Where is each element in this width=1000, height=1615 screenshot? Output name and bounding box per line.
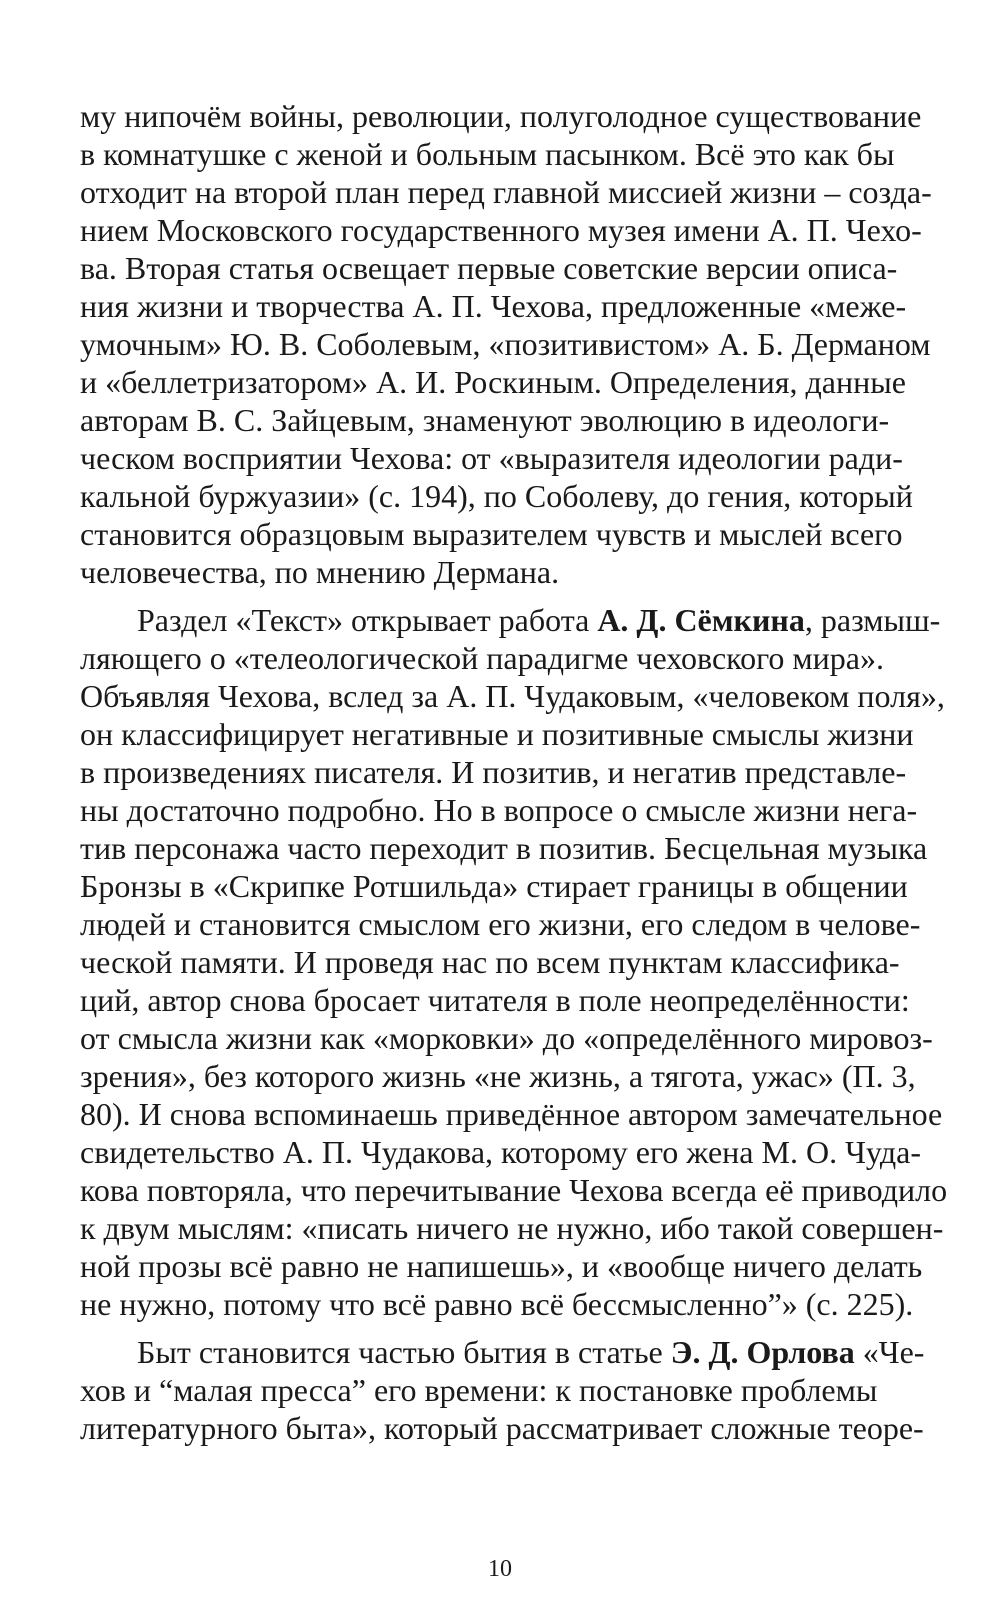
text-line: кальной буржуазии» (с. 194), по Соболеву, до гения, который [80, 478, 913, 514]
paragraph-first-line [137, 1333, 925, 1371]
text-line: ций, автор снова бросает читателя в поле неопределённости: [80, 982, 910, 1018]
text-line: людей и становится смыслом его жизни, его следом в челове- [80, 906, 921, 942]
text-line: зрения», без которого жизнь «не жизнь, а тягота, ужас» (П. 3, [80, 1058, 916, 1094]
author-name: А. Д. Сёмкина [597, 602, 805, 638]
text-line: ва. Вторая статья освещает первые советские версии описа- [80, 250, 898, 286]
text-line: свидетельство А. П. Чудакова, которому его жена М. О. Чуда- [80, 1134, 921, 1170]
text-line: к двум мыслям: «писать ничего не нужно, ибо такой совершен- [80, 1210, 944, 1246]
text-line: человечества, по мнению Дермана. [80, 554, 560, 590]
author-name: Э. Д. Орлова [670, 1334, 855, 1370]
text-line: му нипочём войны, революции, полуголодное существование [80, 98, 922, 134]
text-line: ны достаточно подробно. Но в вопросе о смысле жизни нега- [80, 792, 918, 828]
text-line: 80). И снова вспоминаешь приведённое автором замечательное [80, 1096, 943, 1132]
text-line: он классифицирует негативные и позитивные смыслы жизни [80, 716, 914, 752]
text-line: кова повторяла, что перечитывание Чехова всегда её приводило [80, 1172, 948, 1208]
text-line: отходит на второй план перед главной миссией жизни – созда- [80, 174, 932, 210]
text-line: в произведениях писателя. И позитив, и негатив представле- [80, 754, 907, 790]
text-line: Бронзы в «Скрипке Ротшильда» стирает границы в общении [80, 868, 908, 904]
text-line: ляющего о «телеологической парадигме чеховского мира». [80, 640, 884, 676]
text-line: ческом восприятии Чехова: от «выразителя идеологии ради- [80, 440, 903, 476]
text-line: от смысла жизни как «морковки» до «определённого мировоз- [80, 1020, 933, 1056]
text-line: ной прозы всё равно не напишешь», и «вообще ничего делать [80, 1248, 923, 1284]
text-line: умочным» Ю. В. Соболевым, «позитивистом» А. Б. Дерманом [80, 326, 931, 362]
text-run: Быт становится частью бытия в статье [137, 1334, 671, 1370]
text-line: становится образцовым выразителем чувств и мыслей всего [80, 516, 903, 552]
text-line: хов и “малая пресса” его времени: к постановке проблемы [80, 1372, 878, 1408]
text-line: нием Московского государственного музея имени А. П. Чехо- [80, 212, 922, 248]
text-run: Раздел «Текст» открывает работа [137, 602, 598, 638]
text-line: ния жизни и творчества А. П. Чехова, предложенные «меже- [80, 288, 907, 324]
text-line: ческой памяти. И проведя нас по всем пунктам классифика- [80, 944, 900, 980]
paragraph-first-line [137, 601, 941, 639]
text-line: и «беллетризатором» А. И. Роскиным. Определения, данные [80, 364, 906, 400]
text-run: «Че- [854, 1334, 925, 1370]
text-line: не нужно, потому что всё равно всё бессмысленно”» (с. 225). [80, 1286, 914, 1322]
text-line: авторам В. С. Зайцевым, знаменуют эволюцию в идеологи- [80, 402, 890, 438]
text-run: , размыш- [804, 602, 941, 638]
text-line: Объявляя Чехова, вслед за А. П. Чудаковым, «человеком поля», [80, 678, 945, 714]
text-line: литературного быта», который рассматривает сложные теоре- [80, 1410, 924, 1446]
text-line: в комнатушке с женой и больным пасынком. Всё это как бы [80, 136, 895, 172]
text-line: тив персонажа часто переходит в позитив. Бесцельная музыка [80, 830, 928, 866]
page-number: 10 [488, 1556, 512, 1582]
